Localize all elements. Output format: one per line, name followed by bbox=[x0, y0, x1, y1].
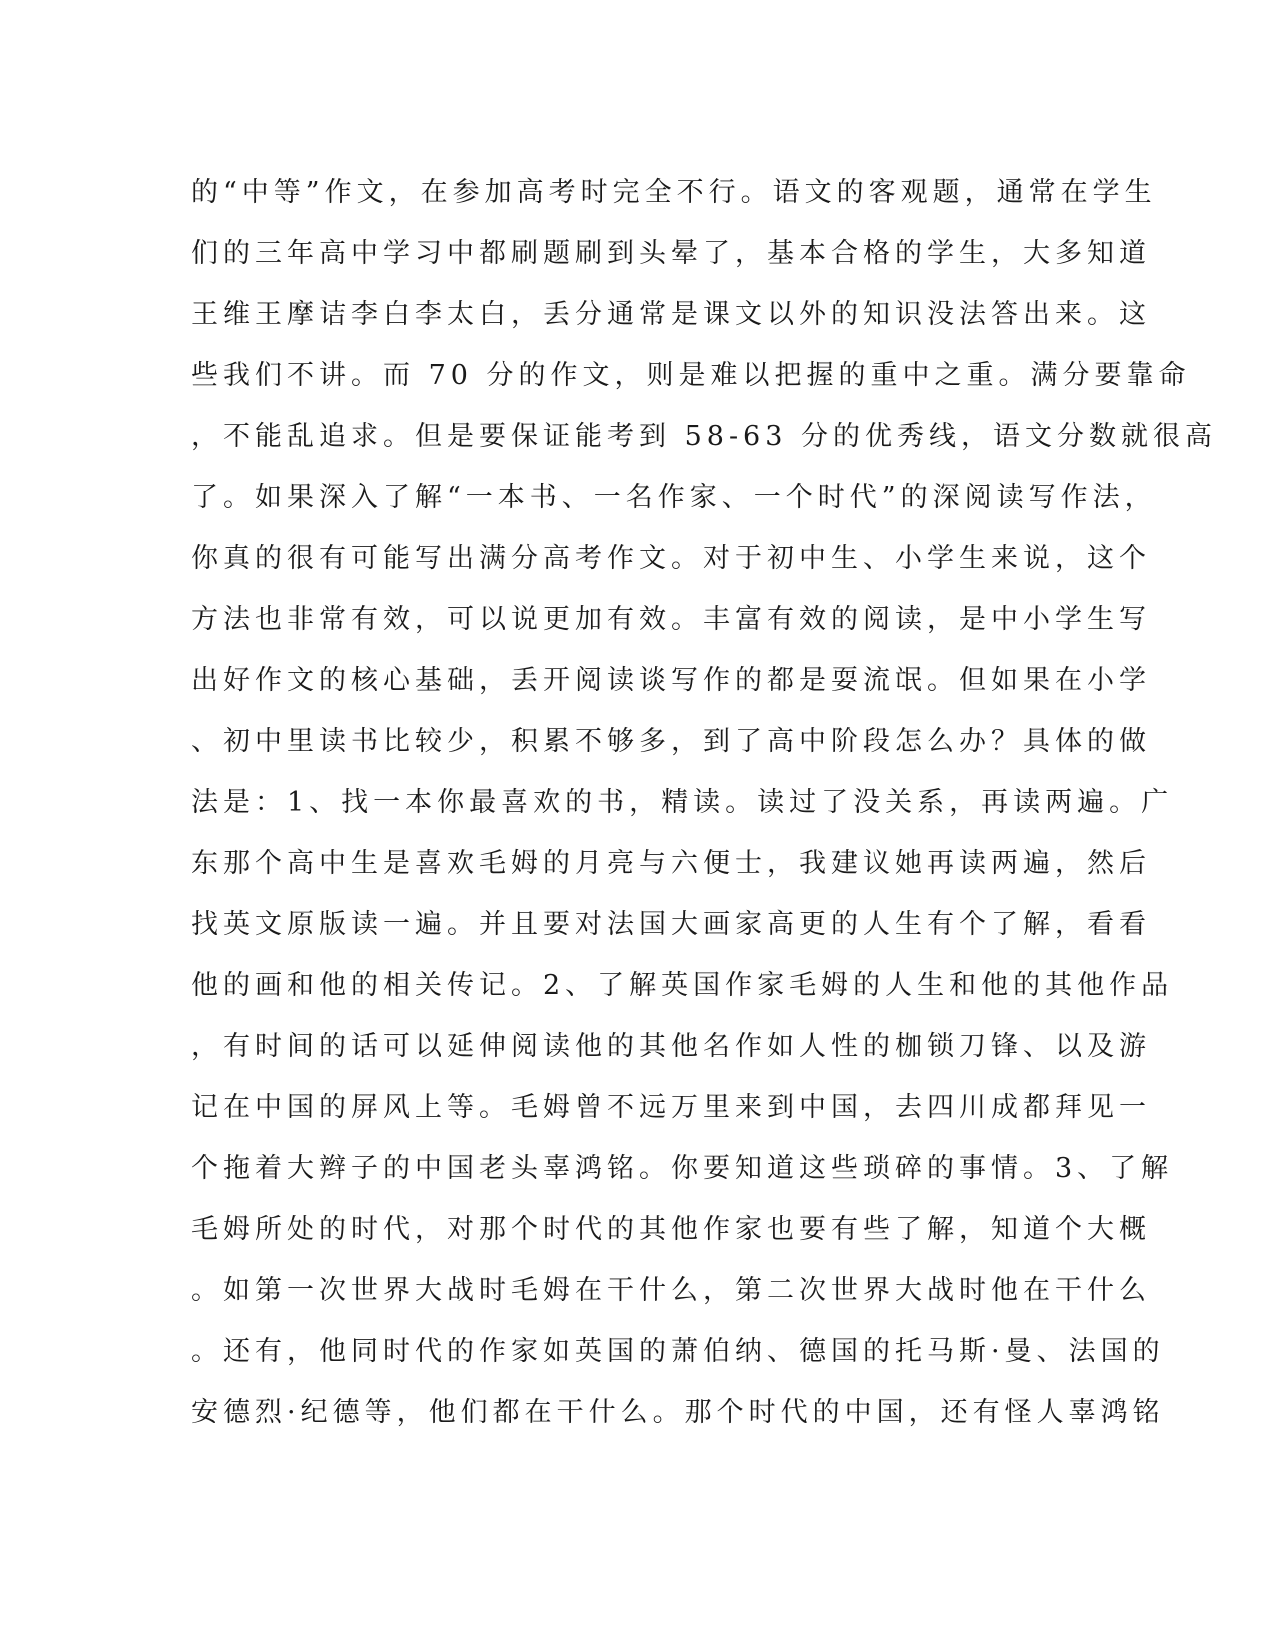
text-line: 方法也非常有效，可以说更加有效。丰富有效的阅读，是中小学生写 bbox=[191, 604, 1151, 635]
text-line: 安德烈·纪德等，他们都在干什么。那个时代的中国，还有怪人辜鸿铭 bbox=[191, 1397, 1165, 1428]
document-body bbox=[191, 170, 1217, 1451]
text-line: 他的画和他的相关传记。2、了解英国作家毛姆的人生和他的其他作品 bbox=[191, 970, 1174, 1001]
text-line: 王维王摩诘李白李太白，丢分通常是课文以外的知识没法答出来。这 bbox=[191, 299, 1151, 330]
text-line: ，不能乱追求。但是要保证能考到 58-63 分的优秀线，语文分数就很高 bbox=[191, 421, 1217, 452]
text-line: 、初中里读书比较少，积累不够多，到了高中阶段怎么办？具体的做 bbox=[191, 726, 1151, 757]
text-line: ，有时间的话可以延伸阅读他的其他名作如人性的枷锁刀锋、以及游 bbox=[191, 1031, 1151, 1062]
text-line: 毛姆所处的时代，对那个时代的其他作家也要有些了解，知道个大概 bbox=[191, 1214, 1151, 1245]
text-line: 你真的很有可能写出满分高考作文。对于初中生、小学生来说，这个 bbox=[191, 543, 1151, 574]
text-line: 。还有，他同时代的作家如英国的萧伯纳、德国的托马斯·曼、法国的 bbox=[191, 1336, 1165, 1367]
text-line: 出好作文的核心基础，丢开阅读谈写作的都是耍流氓。但如果在小学 bbox=[191, 665, 1151, 696]
text-line: 。如第一次世界大战时毛姆在干什么，第二次世界大战时他在干什么 bbox=[191, 1275, 1151, 1306]
text-line: 记在中国的屏风上等。毛姆曾不远万里来到中国，去四川成都拜见一 bbox=[191, 1092, 1151, 1123]
text-line: 个拖着大辫子的中国老头辜鸿铭。你要知道这些琐碎的事情。3、了解 bbox=[191, 1153, 1174, 1184]
text-line: 了。如果深入了解“一本书、一名作家、一个时代”的深阅读写作法， bbox=[191, 482, 1157, 513]
text-line: 找英文原版读一遍。并且要对法国大画家高更的人生有个了解，看看 bbox=[191, 909, 1151, 940]
text-line: 东那个高中生是喜欢毛姆的月亮与六便士，我建议她再读两遍，然后 bbox=[191, 848, 1151, 879]
text-line: 些我们不讲。而 70 分的作文，则是难以把握的重中之重。满分要靠命 bbox=[191, 360, 1191, 391]
text-line: 法是：1、找一本你最喜欢的书，精读。读过了没关系，再读两遍。广 bbox=[191, 787, 1174, 818]
text-line: 们的三年高中学习中都刷题刷到头晕了，基本合格的学生，大多知道 bbox=[191, 238, 1151, 269]
text-line: 的“中等”作文，在参加高考时完全不行。语文的客观题，通常在学生 bbox=[191, 177, 1157, 208]
